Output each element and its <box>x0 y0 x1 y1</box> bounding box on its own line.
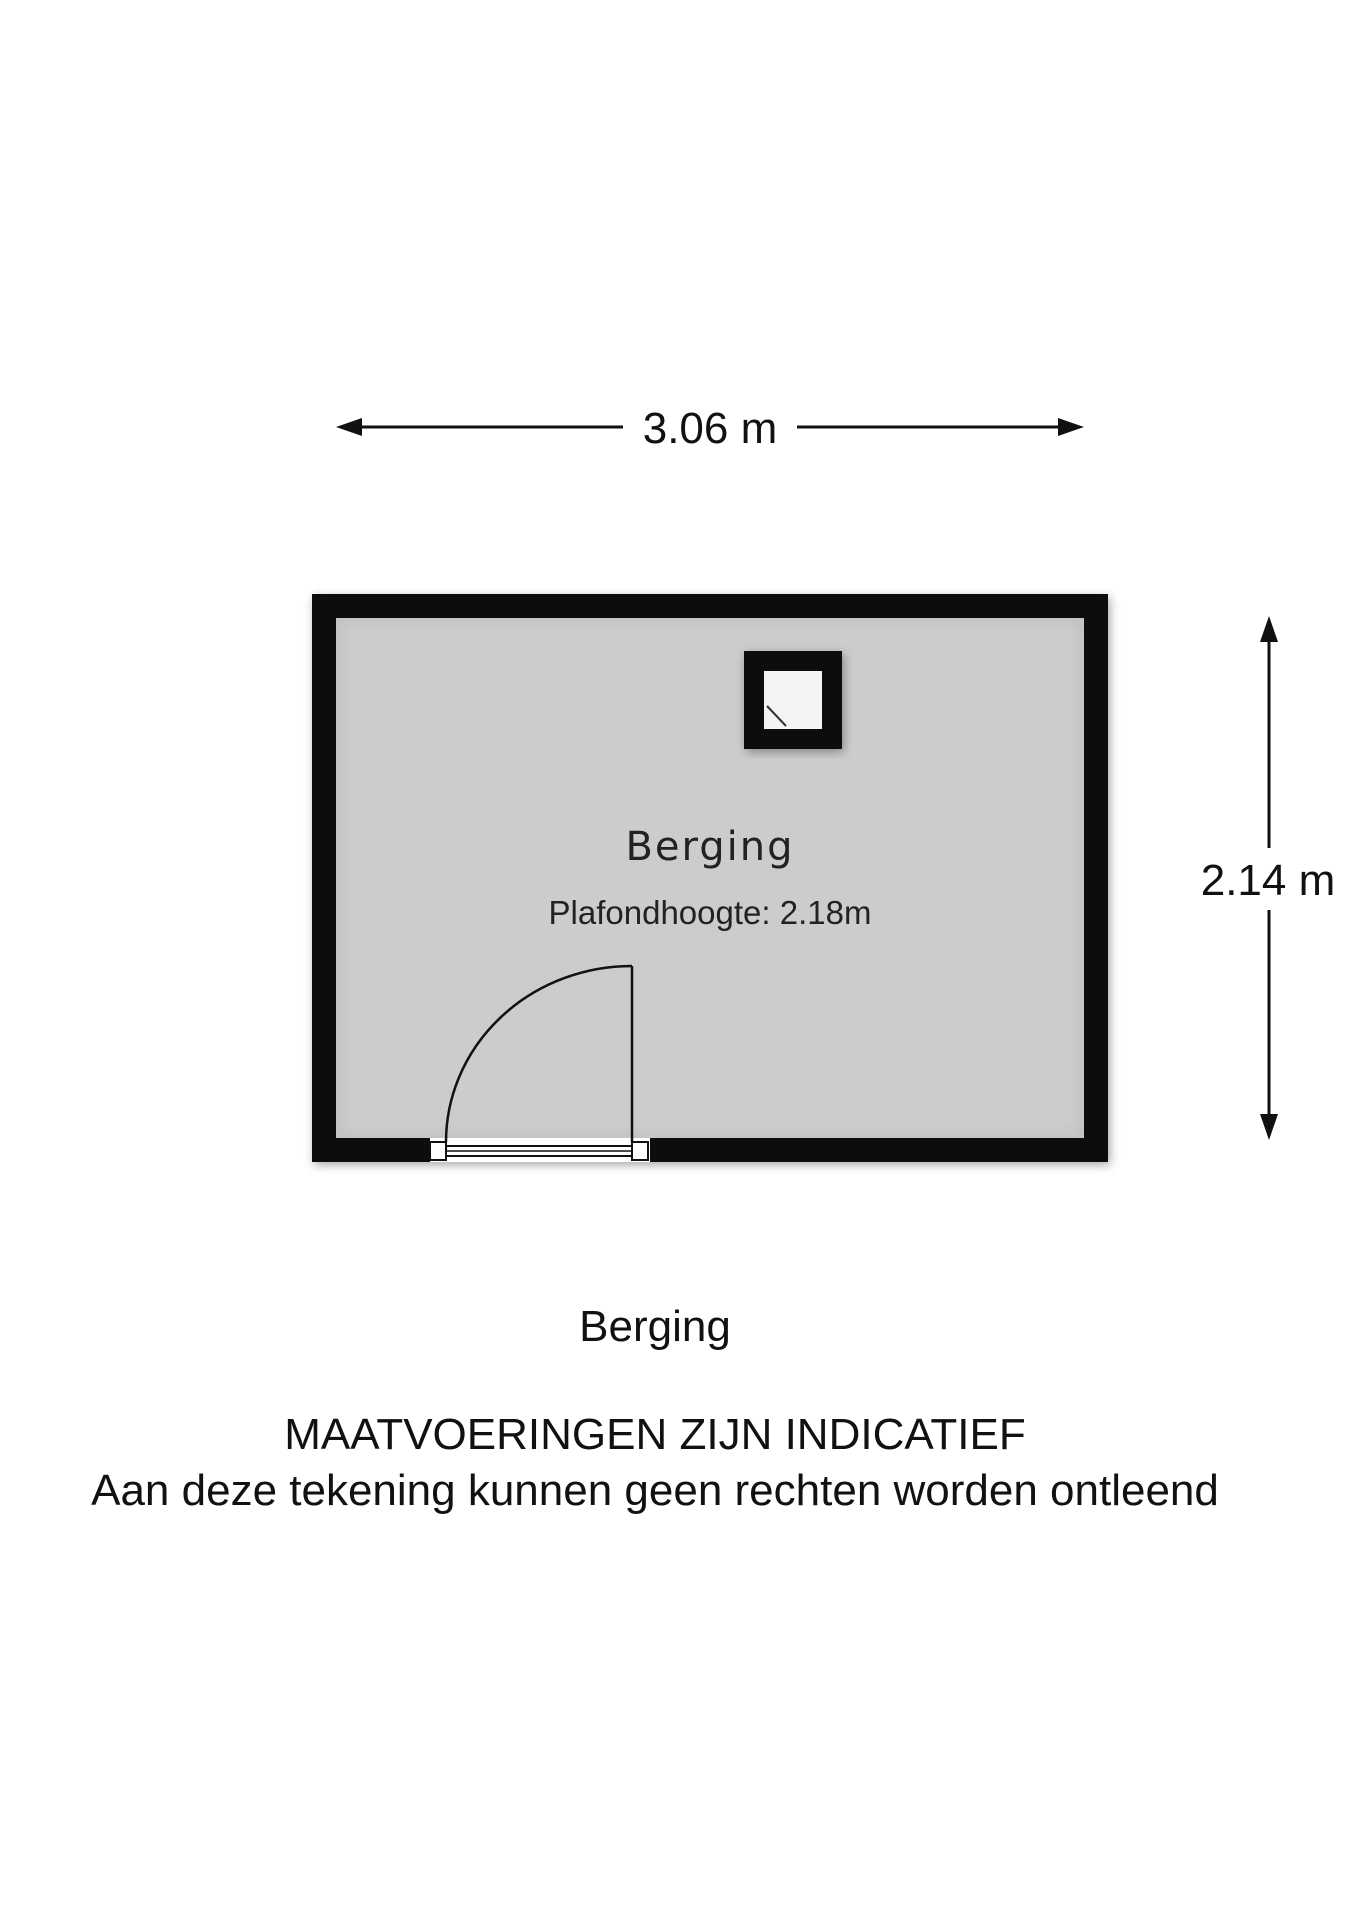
shaft <box>744 651 842 749</box>
width-dimension-label: 3.06 m <box>642 404 778 453</box>
door-frame-left <box>430 1142 446 1160</box>
height-dimension <box>1201 616 1336 1140</box>
height-arrow-bottom-icon <box>1260 1114 1278 1140</box>
door-opening <box>430 1138 650 1162</box>
shaft-inner <box>764 671 822 729</box>
room-name-label: Berging <box>625 824 795 870</box>
disclaimer-text: Aan deze tekening kunnen geen rechten worden ontleend <box>91 1466 1219 1515</box>
room-floor <box>336 618 1084 1138</box>
width-dimension <box>336 404 1084 453</box>
floor-name-caption: Berging <box>579 1302 731 1351</box>
ceiling-height-label: Plafondhoogte: 2.18m <box>548 894 872 931</box>
width-arrow-left-icon <box>336 418 362 436</box>
room-berging <box>312 594 1108 1162</box>
disclaimer-title: MAATVOERINGEN ZIJN INDICATIEF <box>284 1410 1026 1459</box>
height-dimension-label: 2.14 m <box>1200 856 1336 905</box>
door-frame-right <box>632 1142 648 1160</box>
width-arrow-right-icon <box>1058 418 1084 436</box>
height-arrow-top-icon <box>1260 616 1278 642</box>
